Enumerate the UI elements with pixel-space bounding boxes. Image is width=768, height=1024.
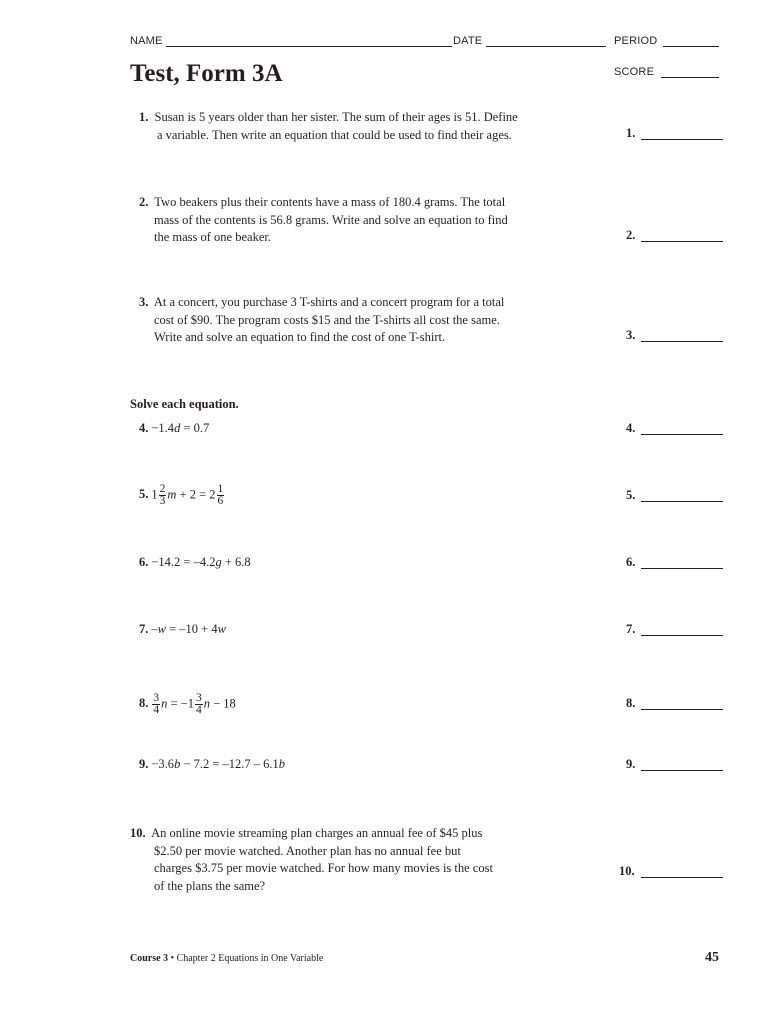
fraction-numerator: 3 [153,692,160,704]
question-number: 1. [139,110,149,124]
equation-variable: m [167,487,177,502]
question-number: 4. [139,421,149,435]
fraction-numerator: 3 [195,692,202,704]
question-number: 2. [139,195,149,209]
name-field[interactable] [166,46,452,47]
question-number: 6. [139,555,149,569]
date-field[interactable] [486,46,606,47]
answer-10 [619,864,635,879]
period-field[interactable] [663,46,719,47]
question-text: charges $3.75 per movie watched. For how many movies is the cost [154,861,493,875]
name-label: NAME [130,35,163,47]
fraction [159,484,167,507]
equation-4 [139,421,209,436]
answer-blank[interactable] [641,341,723,342]
question-3 [139,294,599,347]
answer-3 [626,328,635,343]
question-text: of the plans the same? [154,878,266,893]
answer-blank[interactable] [641,434,723,435]
answer-blank[interactable] [641,241,723,242]
fraction-denominator: 6 [217,495,224,507]
fraction [195,693,203,716]
answer-number: 6. [626,555,636,569]
question-number: 10. [130,826,146,840]
question-text: cost of $90. The program costs $15 and the T-shirts all cost the same. [154,312,500,327]
equation-9 [139,757,285,772]
question-number: 9. [139,757,149,771]
answer-4 [626,421,635,436]
equation-variable: n [161,696,168,711]
course-name: Course 3 [130,953,169,964]
answer-number: 10. [619,864,635,878]
fraction-numerator: 1 [217,483,224,495]
answer-2 [626,228,635,243]
question-text: An online movie streaming plan charges an annual fee of $45 plus [151,826,483,840]
equation-variable: w [217,622,226,636]
answer-number: 4. [626,421,636,435]
equation-part: − 7.2 = –12.7 – 6.1 [180,757,279,771]
question-text: At a concert, you purchase 3 T-shirts and a concert program for a total [153,295,505,309]
answer-number: 9. [626,757,636,771]
equation-part: − 18 [209,696,236,711]
equation-part: 1 [151,487,158,502]
equation-variable: w [157,622,166,636]
question-text: the mass of one beaker. [154,230,271,244]
date-label: DATE [453,35,483,47]
question-text: Two beakers plus their contents have a mass of 180.4 grams. The total [154,195,506,209]
answer-number: 3. [626,328,636,342]
chapter-name: • Chapter 2 Equations in One Variable [168,953,324,964]
equation-part: + 2 = 2 [176,487,216,502]
question-text: Write and solve an equation to find the cost of one T-shirt. [154,330,446,344]
question-2 [139,194,599,247]
answer-blank[interactable] [641,709,723,710]
footer-course [130,953,323,964]
score-field[interactable] [661,77,719,78]
page-title: Test, Form 3A [130,60,283,87]
fraction [152,693,160,716]
fraction-denominator: 3 [159,495,166,507]
answer-blank[interactable] [641,770,723,771]
answer-6 [626,555,635,570]
answer-blank[interactable] [641,568,723,569]
answer-5 [626,488,635,503]
equation-8 [139,693,236,716]
question-text: mass of the contents is 56.8 grams. Write and solve an equation to find [154,212,508,227]
score-label: SCORE [614,66,655,78]
question-number: 5. [139,487,149,502]
fraction-denominator: 4 [153,704,160,716]
answer-number: 8. [626,696,636,710]
equation-6 [139,555,251,570]
equation-part: = 0.7 [180,421,210,435]
question-1 [139,109,599,144]
question-text: Susan is 5 years older than her sister. The sum of their ages is 51. Define [154,110,518,124]
equation-part: = −1 [167,696,194,711]
answer-8 [626,696,635,711]
equation-part: – [151,622,158,636]
fraction-numerator: 2 [159,483,166,495]
section-heading: Solve each equation. [130,397,239,411]
answer-blank[interactable] [641,877,723,878]
question-text: a variable. Then write an equation that could be used to find their ages. [157,127,512,142]
answer-blank[interactable] [641,501,723,502]
equation-5 [139,484,225,507]
answer-9 [626,757,635,772]
answer-number: 5. [626,488,636,502]
equation-part: −1.4 [151,421,175,435]
equation-7 [139,622,226,637]
answer-number: 7. [626,622,636,636]
equation-part: = –10 + 4 [165,622,218,636]
answer-1 [626,126,635,141]
equation-part: −3.6 [151,757,175,771]
question-number: 8. [139,696,149,711]
answer-number: 2. [626,228,636,242]
equation-part: + 6.8 [221,555,251,569]
equation-part: −14.2 = –4.2 [151,555,216,569]
question-number: 7. [139,622,149,636]
equation-variable: b [278,757,286,771]
answer-blank[interactable] [641,139,723,140]
fraction-denominator: 4 [195,704,202,716]
equation-variable: d [174,421,181,435]
period-label: PERIOD [614,35,658,47]
answer-number: 1. [626,126,636,140]
equation-variable: n [203,696,210,711]
answer-7 [626,622,635,637]
question-number: 3. [139,295,149,309]
question-10 [130,825,570,895]
equation-variable: g [215,555,222,569]
page-number: 45 [705,950,719,965]
fraction [217,484,225,507]
question-text: $2.50 per movie watched. Another plan has no annual fee but [154,843,461,858]
answer-blank[interactable] [641,635,723,636]
equation-variable: b [174,757,181,771]
